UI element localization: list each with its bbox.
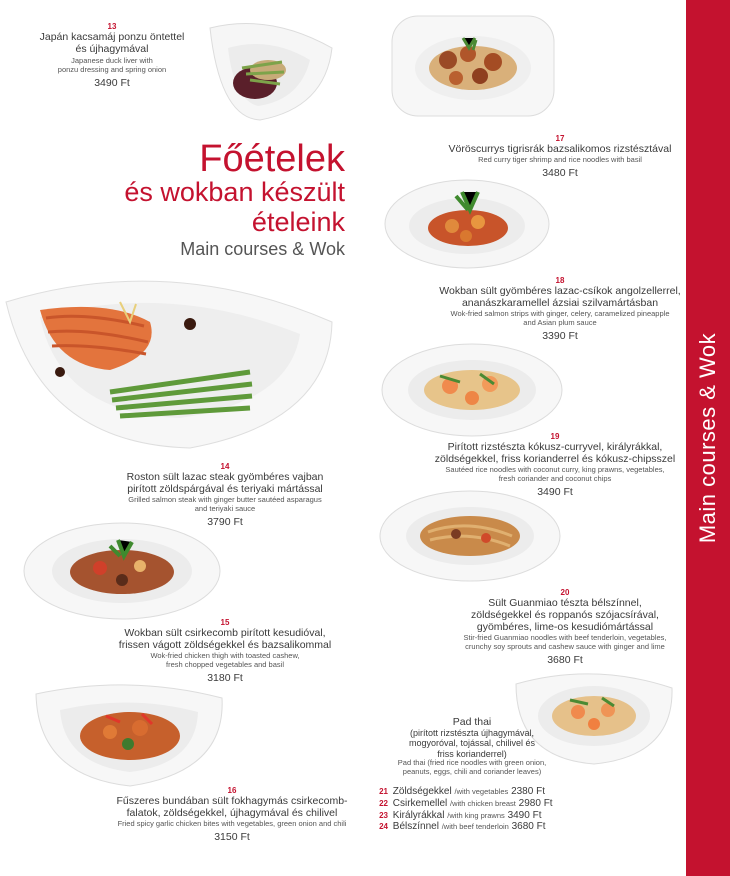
item-number: 18: [555, 276, 565, 285]
variant-name-en: /with chicken breast: [450, 798, 516, 808]
item-name-en: Sautéed rice noodles with coconut curry, king prawns, vegetables,: [445, 465, 665, 475]
dish-20-photo: [378, 488, 563, 584]
item-name-hu: frissen vágott zöldségekkel és bazsalikommal: [118, 639, 332, 652]
item-price: 3790 Ft: [207, 515, 243, 528]
variant-name-hu: Csirkemellel: [392, 797, 448, 809]
item-price: 3490 Ft: [537, 485, 573, 498]
variant-name-en: /with vegetables: [454, 787, 509, 796]
padthai-variant: [376, 798, 576, 810]
item-name-en: ponzu dressing and spring onion: [57, 64, 167, 74]
item-number: 14: [220, 462, 230, 471]
heading-title: Főételek: [199, 138, 345, 180]
item-price: 3180 Ft: [207, 671, 243, 684]
menu-item-14: [110, 462, 340, 528]
item-name-hu: Vöröscurrys tigrisrák bazsalikomos rizstésztával: [448, 143, 672, 156]
dish-13-photo: [200, 8, 340, 123]
padthai-variant: [376, 786, 576, 798]
variant-name-en: /with beef tenderloin: [441, 822, 509, 832]
item-price: 3480 Ft: [542, 166, 578, 179]
item-name-hu: Fűszeres bundában sült fokhagymás csirkecomb-: [116, 795, 348, 808]
padthai-desc-en: peanuts, eggs, chili and coriander leaves): [402, 766, 542, 776]
padthai-desc-en: Pad thai (fried rice noodles with green onion,: [397, 758, 547, 768]
item-price: 3490 Ft: [94, 76, 130, 89]
item-name-en: crunchy soy sprouts and cashew sauce with ginger and lime: [465, 642, 665, 651]
item-name-en: fresh coriander and coconut chips: [498, 473, 612, 483]
item-name-hu: gyömbéres, lime-os kesudiómártással: [476, 621, 654, 634]
item-price: 3390 Ft: [542, 329, 578, 342]
dish-17-photo: [388, 10, 558, 122]
heading-subtitle: és wokban készült: [124, 177, 345, 207]
item-name-hu: Roston sült lazac steak gyömbéres vajban: [126, 471, 324, 484]
item-number: 19: [550, 432, 560, 441]
item-name-hu: ananászkaramellel ázsiai szilvamártásban: [461, 297, 659, 310]
variant-name-hu: Királyrákkal: [392, 809, 445, 821]
item-price: 2380 Ft: [511, 786, 545, 797]
item-name-en: Red curry tiger shrimp and rice noodles with basil: [478, 155, 642, 165]
item-name-hu: pirított zöldspárgával és teriyaki mártással: [127, 483, 323, 496]
padthai-desc: mogyoróval, tojással, chilivel és: [408, 738, 536, 749]
menu-item-13: [22, 22, 202, 89]
item-price: 3490 Ft: [507, 809, 542, 821]
padthai-desc: (pirított rizstészta újhagymával,: [409, 728, 535, 739]
item-number: 15: [220, 618, 230, 627]
item-number: 20: [560, 588, 570, 597]
item-number: 21: [379, 787, 388, 796]
menu-item-18: [425, 276, 695, 342]
item-name-en: Grilled salmon steak with ginger butter sautéed asparagus: [128, 495, 322, 505]
variant-name-en: /with king prawns: [447, 810, 505, 820]
heading-english: Main courses & Wok: [180, 239, 345, 260]
item-number: 13: [107, 22, 117, 31]
item-number: 23: [379, 810, 388, 820]
item-number: 16: [227, 786, 237, 795]
padthai-desc: friss korianderrel): [437, 748, 507, 759]
item-name-hu: Wokban sült gyömbéres lazac-csíkok angolzellerrel,: [439, 285, 681, 298]
item-name-en: fresh chopped vegetables and basil: [165, 659, 284, 669]
item-name-en: Stir-fried Guanmiao noodles with beef tenderloin, vegetables,: [463, 633, 667, 643]
menu-item-padthai: [372, 716, 572, 776]
heading-subtitle: ételeink: [251, 206, 345, 237]
side-label: Main courses & Wok: [695, 332, 720, 544]
item-name-hu: Sült Guanmiao tészta bélszínnel,: [488, 597, 642, 610]
padthai-variant: [376, 810, 576, 822]
item-name-en: and teriyaki sauce: [194, 503, 256, 513]
item-name-en: and Asian plum sauce: [523, 317, 597, 327]
item-number: 17: [555, 134, 565, 143]
item-name-hu: Wokban sült csirkecomb pirított kesudióval,: [124, 627, 326, 640]
dish-19-photo: [380, 340, 565, 438]
menu-item-20: [430, 588, 700, 666]
variant-name-hu: Bélszínnel: [392, 821, 439, 833]
item-name-hu: zöldségekkel, friss korianderrel és kókusz-chipsszel: [434, 453, 676, 466]
item-name-hu: falatok, zöldségekkel, újhagymával és chilivel: [126, 807, 338, 820]
padthai-variants: [376, 786, 576, 833]
item-price: 2980 Ft: [518, 797, 553, 809]
item-number: 22: [379, 798, 388, 808]
item-name-en: Japanese duck liver with: [71, 56, 153, 66]
item-price: 3150 Ft: [214, 830, 250, 843]
padthai-variant: [376, 821, 576, 833]
item-name-hu: Pirított rizstészta kókusz-curryvel, királyrákkal,: [447, 441, 663, 454]
dish-17b-photo: [382, 172, 552, 272]
variant-name-hu: Zöldségekkel: [392, 786, 452, 797]
item-price: 3680 Ft: [511, 821, 546, 833]
item-name-hu: és újhagymával: [75, 43, 149, 56]
item-name-en: Fried spicy garlic chicken bites with vegetables, green onion and chili: [117, 819, 347, 829]
item-name-hu: zöldségekkel és roppanós szójacsírával,: [471, 609, 659, 622]
item-price: 3680 Ft: [547, 653, 583, 666]
dish-14-photo: [0, 262, 345, 452]
menu-item-15: [100, 618, 350, 684]
padthai-title: Pad thai: [452, 716, 492, 728]
item-name-en: Wok-fried salmon strips with ginger, celery, caramelized pineapple: [450, 309, 670, 319]
dish-16-photo: [30, 676, 230, 788]
section-heading: [80, 140, 345, 261]
menu-item-16: [92, 786, 372, 843]
dish-15-photo: [22, 520, 222, 622]
item-number: 24: [379, 822, 388, 832]
item-name-hu: Japán kacsamáj ponzu öntettel: [39, 31, 185, 44]
item-name-en: Wok-fried chicken thigh with toasted cashew,: [150, 651, 300, 661]
